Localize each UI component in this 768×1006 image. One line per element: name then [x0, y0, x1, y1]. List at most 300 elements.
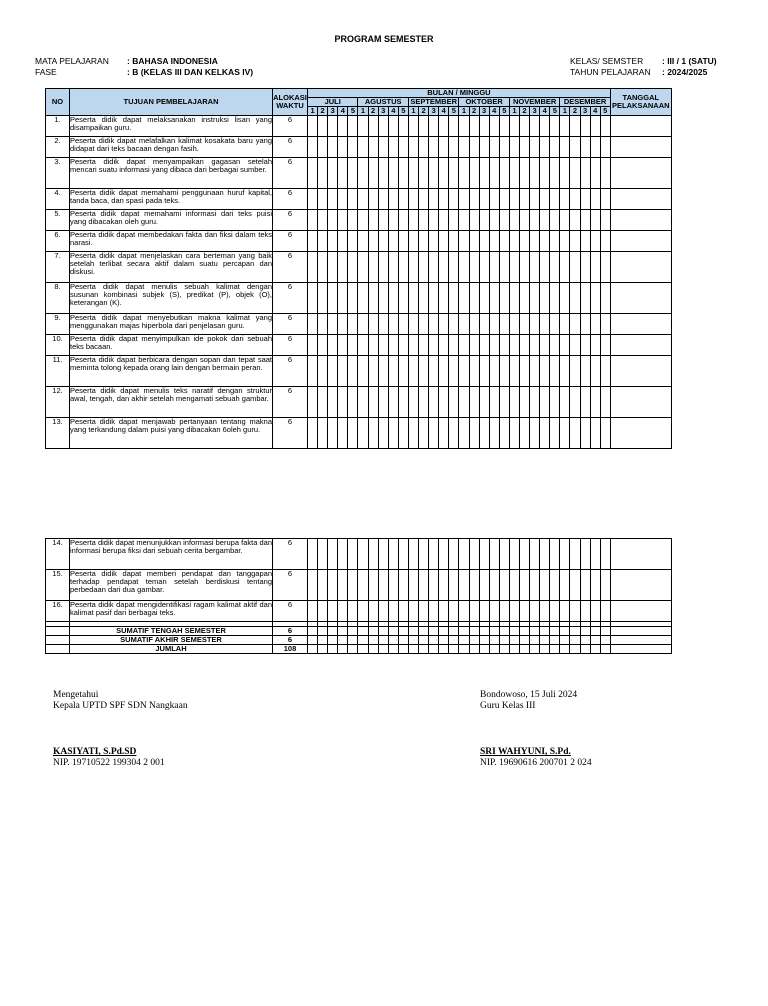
table-row — [46, 231, 672, 252]
week-cell — [459, 137, 469, 158]
week-cell — [600, 601, 610, 622]
signature-left — [53, 690, 188, 769]
week-cell — [509, 601, 519, 622]
week-cell — [348, 636, 358, 645]
week-cell — [318, 418, 328, 449]
week-cell — [519, 116, 529, 137]
week-header: 3 — [530, 107, 540, 116]
week-cell — [328, 116, 338, 137]
week-cell — [499, 539, 509, 570]
week-cell — [509, 116, 519, 137]
week-cell — [398, 137, 408, 158]
week-cell — [550, 189, 560, 210]
week-header: 1 — [560, 107, 570, 116]
week-cell — [439, 189, 449, 210]
week-cell — [519, 539, 529, 570]
week-cell — [358, 627, 368, 636]
week-cell — [560, 314, 570, 335]
week-cell — [439, 627, 449, 636]
week-cell — [479, 283, 489, 314]
row-allocation: 6 — [273, 158, 308, 189]
week-cell — [550, 636, 560, 645]
week-cell — [378, 158, 388, 189]
week-cell — [519, 418, 529, 449]
week-cell — [489, 252, 499, 283]
week-header: 4 — [489, 107, 499, 116]
week-cell — [318, 645, 328, 654]
week-cell — [509, 158, 519, 189]
row-number: 9. — [46, 314, 70, 335]
week-cell — [550, 387, 560, 418]
week-cell — [540, 137, 550, 158]
week-cell — [540, 116, 550, 137]
week-cell — [530, 231, 540, 252]
row-number: 5. — [46, 210, 70, 231]
week-cell — [419, 601, 429, 622]
date-cell — [610, 387, 671, 418]
week-cell — [489, 283, 499, 314]
week-header: 2 — [519, 107, 529, 116]
week-cell — [308, 636, 318, 645]
date-cell — [610, 158, 671, 189]
week-cell — [348, 137, 358, 158]
week-header: 1 — [308, 107, 318, 116]
week-cell — [479, 314, 489, 335]
week-cell — [570, 539, 580, 570]
week-cell — [338, 137, 348, 158]
week-header: 3 — [580, 107, 590, 116]
week-cell — [540, 335, 550, 356]
week-cell — [570, 387, 580, 418]
week-cell — [419, 137, 429, 158]
week-cell — [398, 231, 408, 252]
week-cell — [590, 539, 600, 570]
row-objective: Peserta didik dapat menyimpulkan ide pokok dari sebuah teks bacaan. — [70, 335, 273, 356]
week-cell — [419, 314, 429, 335]
week-cell — [308, 335, 318, 356]
table-row — [46, 283, 672, 314]
week-cell — [429, 645, 439, 654]
week-cell — [519, 645, 529, 654]
week-cell — [519, 601, 529, 622]
week-cell — [308, 231, 318, 252]
week-cell — [358, 570, 368, 601]
meta-class: KELAS/ SEMSTER : III / 1 (SATU) — [570, 56, 717, 66]
week-cell — [398, 418, 408, 449]
week-cell — [570, 335, 580, 356]
week-cell — [509, 283, 519, 314]
week-cell — [338, 418, 348, 449]
week-cell — [378, 210, 388, 231]
week-header: 5 — [398, 107, 408, 116]
week-cell — [570, 356, 580, 387]
week-cell — [570, 418, 580, 449]
week-cell — [519, 252, 529, 283]
week-cell — [419, 335, 429, 356]
week-cell — [540, 627, 550, 636]
week-cell — [560, 335, 570, 356]
week-cell — [459, 189, 469, 210]
week-cell — [328, 601, 338, 622]
week-cell — [308, 137, 318, 158]
week-cell — [388, 210, 398, 231]
week-cell — [408, 314, 418, 335]
row-allocation: 6 — [273, 356, 308, 387]
week-cell — [459, 418, 469, 449]
week-cell — [328, 314, 338, 335]
week-cell — [368, 387, 378, 418]
week-cell — [388, 283, 398, 314]
week-cell — [489, 231, 499, 252]
week-cell — [308, 356, 318, 387]
week-header: 5 — [600, 107, 610, 116]
summary-label: SUMATIF AKHIR SEMESTER — [70, 636, 273, 645]
week-cell — [499, 231, 509, 252]
row-objective: Peserta didik dapat menunjukkan informasi berupa fakta dan informasi berupa fiksi dari sebuah cerita bergambar. — [70, 539, 273, 570]
week-cell — [408, 189, 418, 210]
week-cell — [530, 189, 540, 210]
week-cell — [419, 645, 429, 654]
meta-left — [35, 56, 253, 77]
week-cell — [580, 116, 590, 137]
week-cell — [519, 189, 529, 210]
week-cell — [368, 335, 378, 356]
table-row — [46, 137, 672, 158]
week-cell — [590, 116, 600, 137]
week-cell — [449, 627, 459, 636]
week-cell — [479, 158, 489, 189]
week-cell — [439, 158, 449, 189]
week-cell — [348, 231, 358, 252]
week-cell — [530, 418, 540, 449]
week-cell — [439, 116, 449, 137]
week-cell — [408, 252, 418, 283]
summary-label: SUMATIF TENGAH SEMESTER — [70, 627, 273, 636]
row-objective: Peserta didik dapat mengidentifikasi ragam kalimat aktif dan kalimat pasif dari berbagai teks. — [70, 601, 273, 622]
week-cell — [590, 627, 600, 636]
week-cell — [328, 252, 338, 283]
week-cell — [580, 601, 590, 622]
date-cell — [610, 570, 671, 601]
week-cell — [449, 570, 459, 601]
week-cell — [580, 189, 590, 210]
week-cell — [388, 231, 398, 252]
row-allocation: 6 — [273, 539, 308, 570]
week-cell — [408, 356, 418, 387]
week-cell — [600, 570, 610, 601]
week-cell — [570, 627, 580, 636]
week-cell — [469, 314, 479, 335]
week-cell — [600, 418, 610, 449]
week-cell — [429, 231, 439, 252]
week-cell — [499, 387, 509, 418]
week-cell — [338, 116, 348, 137]
week-cell — [519, 158, 529, 189]
week-header: 5 — [348, 107, 358, 116]
week-cell — [570, 158, 580, 189]
week-cell — [398, 636, 408, 645]
week-cell — [378, 137, 388, 158]
summary-value: 6 — [273, 627, 308, 636]
week-cell — [519, 356, 529, 387]
week-cell — [439, 231, 449, 252]
week-cell — [358, 189, 368, 210]
week-cell — [368, 601, 378, 622]
week-cell — [439, 137, 449, 158]
week-cell — [530, 570, 540, 601]
week-cell — [530, 645, 540, 654]
week-cell — [469, 539, 479, 570]
week-cell — [580, 231, 590, 252]
week-cell — [499, 627, 509, 636]
week-cell — [580, 627, 590, 636]
week-cell — [459, 636, 469, 645]
week-cell — [358, 418, 368, 449]
week-cell — [519, 335, 529, 356]
week-cell — [378, 387, 388, 418]
week-cell — [419, 627, 429, 636]
summary-row — [46, 636, 672, 645]
signature-right — [480, 690, 592, 769]
week-cell — [449, 418, 459, 449]
row-allocation: 6 — [273, 189, 308, 210]
row-allocation: 6 — [273, 335, 308, 356]
row-number: 15. — [46, 570, 70, 601]
week-cell — [398, 314, 408, 335]
week-cell — [489, 636, 499, 645]
week-header: 1 — [358, 107, 368, 116]
week-cell — [519, 636, 529, 645]
header-no: NO — [46, 89, 70, 116]
week-cell — [388, 335, 398, 356]
week-cell — [328, 137, 338, 158]
week-cell — [348, 627, 358, 636]
week-cell — [439, 570, 449, 601]
week-cell — [348, 356, 358, 387]
row-number: 1. — [46, 116, 70, 137]
week-cell — [509, 314, 519, 335]
week-cell — [429, 252, 439, 283]
week-cell — [449, 116, 459, 137]
week-cell — [398, 283, 408, 314]
week-cell — [318, 189, 328, 210]
week-cell — [570, 645, 580, 654]
week-cell — [459, 116, 469, 137]
week-cell — [449, 335, 459, 356]
week-cell — [469, 252, 479, 283]
week-cell — [590, 356, 600, 387]
table-row — [46, 158, 672, 189]
week-cell — [459, 645, 469, 654]
week-cell — [408, 210, 418, 231]
week-cell — [429, 636, 439, 645]
week-cell — [419, 356, 429, 387]
week-cell — [600, 335, 610, 356]
week-cell — [449, 158, 459, 189]
week-cell — [459, 570, 469, 601]
week-cell — [499, 189, 509, 210]
week-cell — [439, 418, 449, 449]
week-cell — [358, 636, 368, 645]
week-cell — [408, 116, 418, 137]
week-cell — [600, 283, 610, 314]
week-header: 4 — [388, 107, 398, 116]
date-cell — [610, 627, 671, 636]
week-cell — [479, 137, 489, 158]
week-cell — [368, 627, 378, 636]
week-cell — [449, 356, 459, 387]
week-cell — [378, 539, 388, 570]
week-cell — [328, 627, 338, 636]
week-cell — [519, 283, 529, 314]
week-cell — [530, 387, 540, 418]
week-cell — [499, 570, 509, 601]
week-cell — [429, 314, 439, 335]
week-cell — [368, 539, 378, 570]
week-cell — [560, 356, 570, 387]
week-cell — [580, 356, 590, 387]
week-cell — [570, 570, 580, 601]
week-cell — [590, 252, 600, 283]
week-cell — [358, 539, 368, 570]
week-cell — [398, 252, 408, 283]
week-cell — [449, 645, 459, 654]
week-cell — [378, 570, 388, 601]
header-alokasi: ALOKASI WAKTU — [273, 89, 308, 116]
week-cell — [499, 645, 509, 654]
week-cell — [358, 645, 368, 654]
week-header: 1 — [509, 107, 519, 116]
week-cell — [600, 387, 610, 418]
week-cell — [368, 283, 378, 314]
date-cell — [610, 210, 671, 231]
week-cell — [449, 387, 459, 418]
week-cell — [368, 189, 378, 210]
week-cell — [590, 601, 600, 622]
week-cell — [570, 189, 580, 210]
week-cell — [469, 231, 479, 252]
week-cell — [419, 252, 429, 283]
week-cell — [550, 252, 560, 283]
week-cell — [590, 387, 600, 418]
week-cell — [378, 314, 388, 335]
week-cell — [378, 189, 388, 210]
week-cell — [348, 645, 358, 654]
row-allocation: 6 — [273, 116, 308, 137]
week-cell — [509, 189, 519, 210]
row-allocation: 6 — [273, 210, 308, 231]
week-cell — [600, 636, 610, 645]
sig-right-nip: NIP. 19690616 200701 2 024 — [480, 758, 592, 768]
week-cell — [378, 645, 388, 654]
week-cell — [530, 116, 540, 137]
date-cell — [610, 636, 671, 645]
week-cell — [540, 158, 550, 189]
week-cell — [368, 636, 378, 645]
week-cell — [560, 387, 570, 418]
week-cell — [580, 210, 590, 231]
date-cell — [610, 283, 671, 314]
month-header: AGUSTUS — [358, 98, 408, 107]
week-cell — [398, 645, 408, 654]
row-allocation: 6 — [273, 570, 308, 601]
week-cell — [368, 252, 378, 283]
program-table-continued — [45, 538, 672, 654]
week-cell — [419, 189, 429, 210]
week-cell — [570, 137, 580, 158]
week-cell — [318, 539, 328, 570]
week-cell — [499, 252, 509, 283]
week-cell — [368, 137, 378, 158]
meta-year: TAHUN PELAJARAN : 2024/2025 — [570, 66, 708, 77]
week-cell — [540, 570, 550, 601]
week-cell — [408, 645, 418, 654]
week-cell — [358, 387, 368, 418]
week-cell — [580, 158, 590, 189]
week-cell — [479, 231, 489, 252]
week-cell — [519, 314, 529, 335]
week-cell — [479, 570, 489, 601]
week-cell — [580, 335, 590, 356]
week-cell — [479, 210, 489, 231]
week-cell — [388, 189, 398, 210]
week-cell — [408, 418, 418, 449]
week-cell — [318, 570, 328, 601]
week-cell — [408, 158, 418, 189]
week-cell — [308, 158, 318, 189]
week-cell — [590, 645, 600, 654]
week-cell — [368, 210, 378, 231]
week-cell — [530, 137, 540, 158]
week-cell — [388, 252, 398, 283]
header-tujuan: TUJUAN PEMBELAJARAN — [70, 89, 273, 116]
week-cell — [530, 335, 540, 356]
date-cell — [610, 335, 671, 356]
week-cell — [469, 570, 479, 601]
table-row — [46, 539, 672, 570]
week-header: 2 — [419, 107, 429, 116]
week-cell — [439, 356, 449, 387]
week-cell — [328, 418, 338, 449]
week-cell — [600, 231, 610, 252]
week-cell — [358, 116, 368, 137]
week-cell — [459, 283, 469, 314]
week-cell — [570, 116, 580, 137]
week-cell — [408, 137, 418, 158]
week-cell — [479, 116, 489, 137]
week-cell — [308, 570, 318, 601]
week-cell — [560, 418, 570, 449]
week-cell — [509, 645, 519, 654]
week-cell — [540, 231, 550, 252]
week-cell — [479, 189, 489, 210]
week-cell — [469, 137, 479, 158]
week-cell — [358, 210, 368, 231]
row-number: 2. — [46, 137, 70, 158]
week-cell — [479, 627, 489, 636]
week-cell — [580, 539, 590, 570]
week-cell — [530, 636, 540, 645]
week-cell — [338, 189, 348, 210]
week-cell — [560, 116, 570, 137]
week-cell — [600, 158, 610, 189]
week-cell — [499, 335, 509, 356]
week-cell — [358, 158, 368, 189]
week-cell — [449, 539, 459, 570]
row-allocation: 6 — [273, 601, 308, 622]
week-cell — [449, 314, 459, 335]
week-cell — [388, 645, 398, 654]
